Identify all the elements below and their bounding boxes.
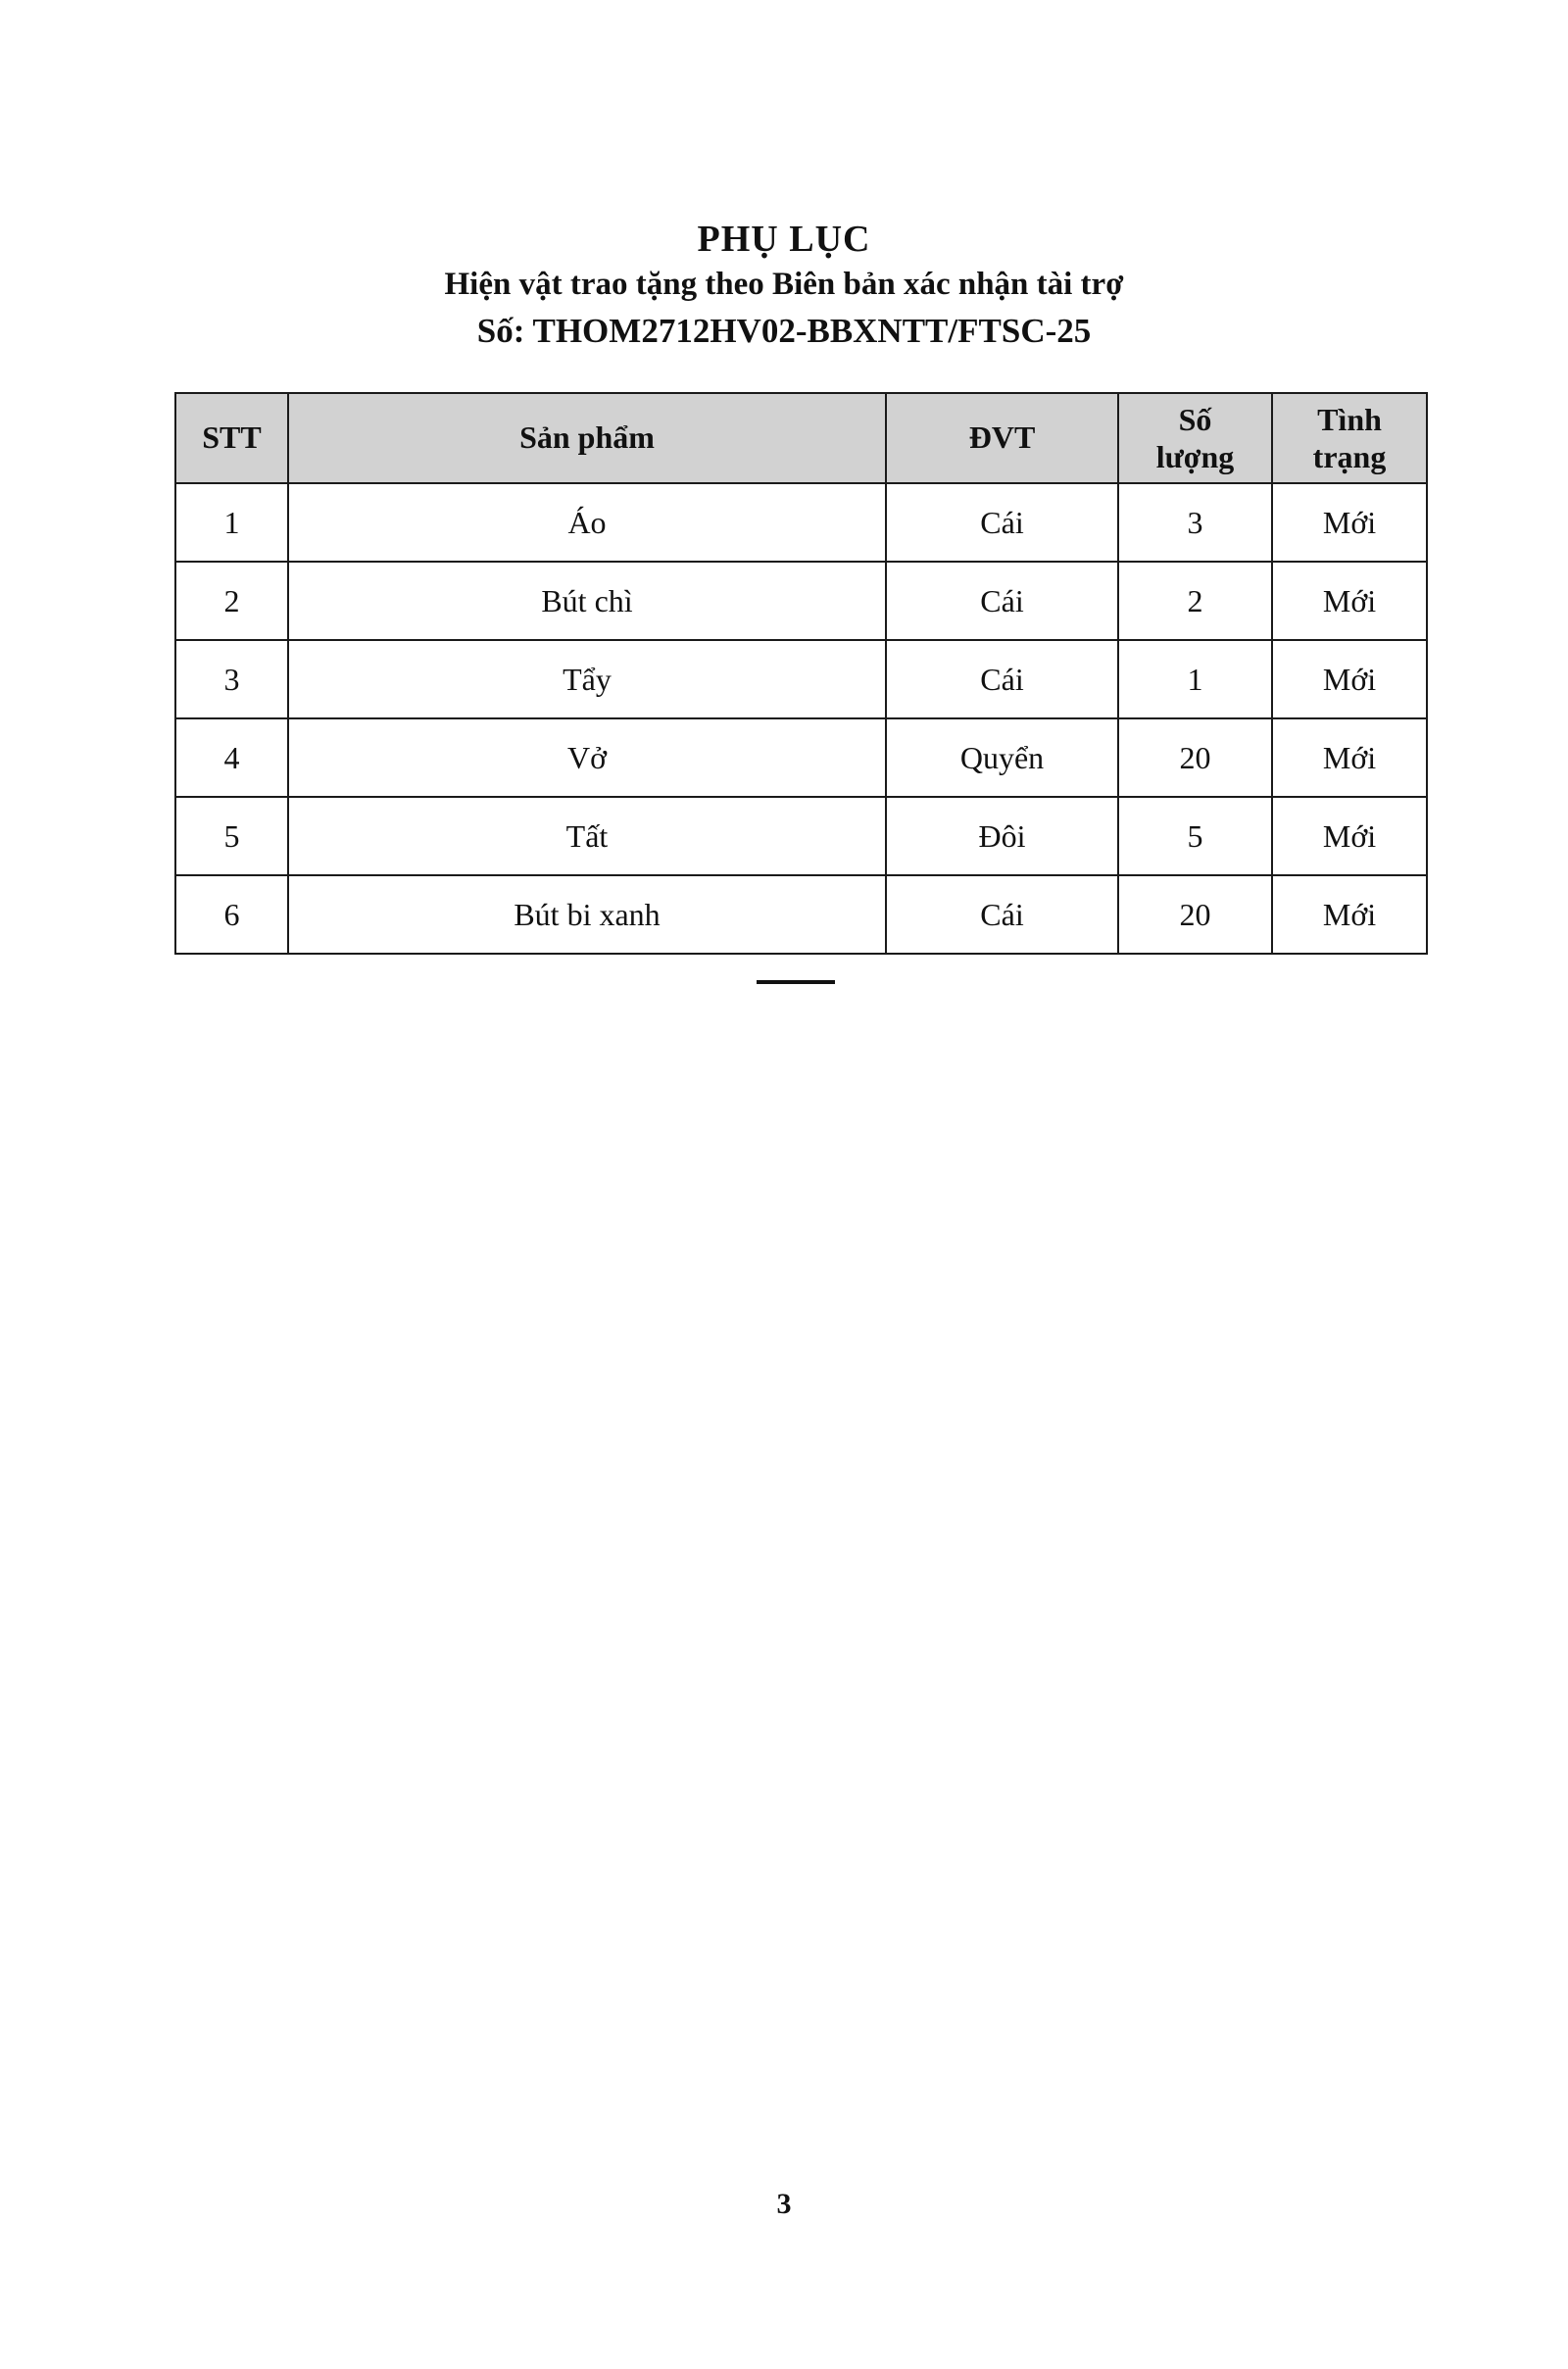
header-quantity [1118, 393, 1272, 483]
table-row [175, 797, 1427, 875]
cell-status: Mới [1272, 483, 1427, 562]
cell-unit: Đôi [886, 797, 1118, 875]
table-row [175, 562, 1427, 640]
cell-product: Tất [288, 797, 886, 875]
header-status-line1: Tình [1317, 402, 1382, 437]
cell-quantity: 2 [1118, 562, 1272, 640]
cell-product: Bút bi xanh [288, 875, 886, 954]
cell-product: Vở [288, 718, 886, 797]
cell-product: Tẩy [288, 640, 886, 718]
cell-quantity: 20 [1118, 875, 1272, 954]
cell-unit: Cái [886, 640, 1118, 718]
header-status-line2: trạng [1312, 439, 1387, 474]
cell-unit: Cái [886, 483, 1118, 562]
donation-items-table [174, 392, 1428, 955]
cell-status: Mới [1272, 640, 1427, 718]
cell-status: Mới [1272, 875, 1427, 954]
table-row [175, 718, 1427, 797]
header-unit: ĐVT [886, 393, 1118, 483]
appendix-subtitle: Hiện vật trao tặng theo Biên bản xác nhận tài trợ [444, 267, 1124, 302]
cell-unit: Cái [886, 562, 1118, 640]
cell-stt: 2 [175, 562, 288, 640]
cell-stt: 4 [175, 718, 288, 797]
cell-product: Áo [288, 483, 886, 562]
table-row [175, 875, 1427, 954]
header-stt: STT [175, 393, 288, 483]
cell-stt: 3 [175, 640, 288, 718]
cell-quantity: 20 [1118, 718, 1272, 797]
cell-status: Mới [1272, 562, 1427, 640]
cell-status: Mới [1272, 718, 1427, 797]
cell-quantity: 3 [1118, 483, 1272, 562]
header-product: Sản phẩm [288, 393, 886, 483]
appendix-title: PHỤ LỤC [697, 219, 871, 260]
cell-quantity: 1 [1118, 640, 1272, 718]
header-quantity-line2: lượng [1155, 439, 1235, 474]
cell-unit: Quyển [886, 718, 1118, 797]
cell-status: Mới [1272, 797, 1427, 875]
table-row [175, 483, 1427, 562]
cell-product: Bút chì [288, 562, 886, 640]
header-quantity-line1: Số [1178, 402, 1212, 437]
cell-quantity: 5 [1118, 797, 1272, 875]
cell-stt: 5 [175, 797, 288, 875]
table-header-row [175, 393, 1427, 483]
header-status [1272, 393, 1427, 483]
cell-stt: 6 [175, 875, 288, 954]
table-row [175, 640, 1427, 718]
document-number: Số: THOM2712HV02-BBXNTT/FTSC-25 [476, 312, 1092, 350]
end-of-table-divider [757, 980, 835, 984]
page-number: 3 [776, 2188, 792, 2220]
cell-stt: 1 [175, 483, 288, 562]
cell-unit: Cái [886, 875, 1118, 954]
